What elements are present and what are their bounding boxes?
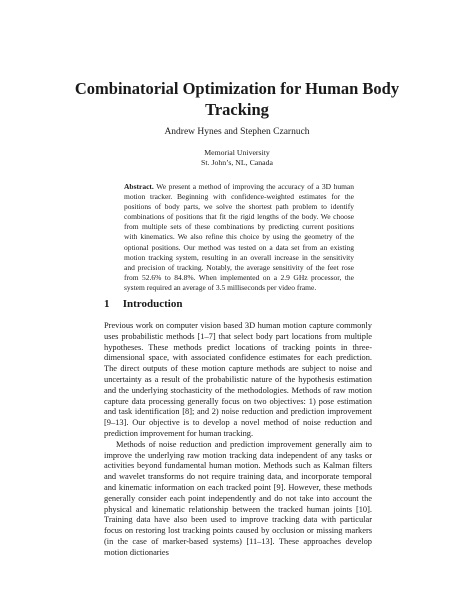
abstract: [124, 182, 354, 293]
abstract-label: Abstract.: [124, 182, 154, 191]
intro-paragraph-1: Previous work on computer vision based 3D human motion capture commonly uses probabilistic methods [1–7] that select body part locations from multiple hypotheses. These methods predict locations of tracking points in three-dimensional space, with associated confidence estimates for each prediction. The direct outputs of these motion capture methods are subject to noise and uncertainty as a result of the probabilistic nature of the hypothesis estimation and the underlying stochasticity of the methodologies. Methods of raw motion capture data processing generally focus on two objectives: 1) pose estimation and task identification [8]; and 2) noise reduction and prediction improvement [9–13]. Our objective is to develop a novel method of noise reduction and prediction improvement for human tracking.: [104, 321, 372, 438]
section-heading-introduction: [104, 298, 182, 310]
section-number: 1: [104, 298, 110, 310]
abstract-text: We present a method of improving the accuracy of a 3D human motion tracker. Beginning with confidence-weighted estimates for the positions of body parts, we solve the shortest path problem to identify combinations of positions that fit the rigid lengths of the body. We choose from multiple sets of these combinations by predicting current positions with kinematics. We also refine this choice by using the geometry of the optional positions. Our method was tested on a data set from an existing motion tracking system, resulting in an overall increase in the sensitivity and precision of tracking. Notably, the average sensitivity of the feet rose from 52.6% to 84.8%. When implemented on a 2.9 GHz processor, the system required an average of 3.5 milliseconds per video frame.: [124, 182, 354, 292]
paper-authors: Andrew Hynes and Stephen Czarnuch: [164, 127, 310, 137]
affiliation-institution: Memorial University: [204, 148, 270, 157]
intro-paragraph-2: Methods of noise reduction and prediction improvement generally aim to improve the underlying raw motion tracking data independent of any tasks or activities beyond fundamental human motion. Methods such as Kalman filters and wavelet transforms do not require training data, and incorporate temporal and kinematic information on each tracked point [9]. However, these methods generally consider each point independently and do not take into account the physical and kinematic relationship between the tracked human joints [10]. Training data have also been used to improve tracking data with particular focus on restoring lost tracking points caused by occlusion or missing markers (in the case of marker-based systems) [11–13]. These approaches develop motion dictionaries: [104, 439, 372, 557]
section-title: Introduction: [122, 298, 183, 310]
affiliation-location: St. John’s, NL, Canada: [201, 158, 273, 167]
affiliation: [60, 148, 414, 168]
paper-title: Combinatorial Optimization for Human Body Tracking: [74, 79, 400, 119]
introduction-body: [104, 321, 372, 559]
